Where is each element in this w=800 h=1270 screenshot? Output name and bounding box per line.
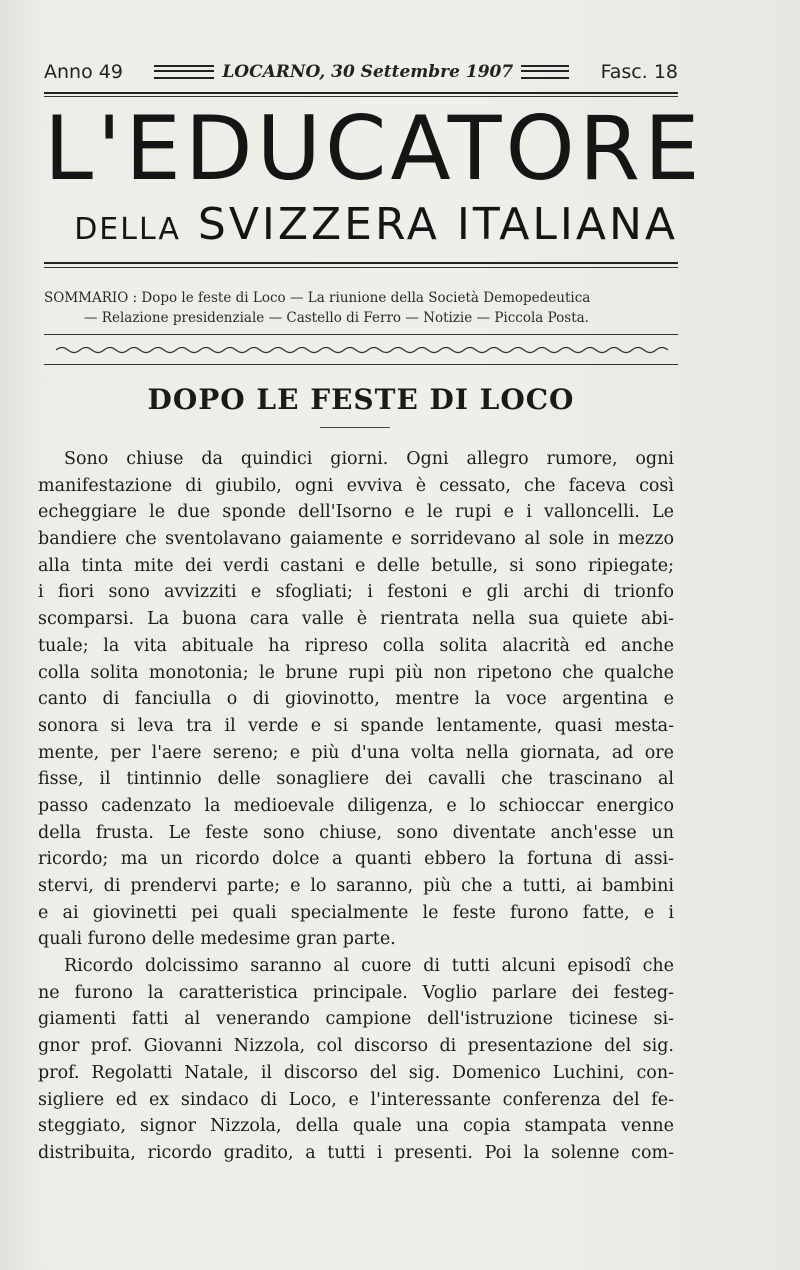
wavy-rule bbox=[44, 364, 678, 365]
article-line: giamenti fatti al venerando campione dell'istruzione ticinese si- bbox=[38, 1009, 674, 1030]
article-line: passo cadenzato la medioevale diligenza, e lo schioccar energico bbox=[38, 795, 674, 816]
article-title-underline bbox=[320, 427, 390, 428]
header-rule bbox=[44, 92, 678, 94]
masthead-rule-thin bbox=[44, 267, 678, 268]
issue-number: Fasc. 18 bbox=[600, 61, 678, 83]
issue-year: Anno 49 bbox=[44, 61, 123, 83]
article-line: steggiato, signor Nizzola, della quale una copia stampata venne bbox=[38, 1116, 674, 1137]
masthead-rule bbox=[44, 262, 678, 264]
article-line: prof. Regolatti Natale, il discorso del sig. Domenico Luchini, con- bbox=[38, 1062, 674, 1083]
article-line: alla tinta mite dei verdi castani e delle betulle, si sono ripiegate; bbox=[38, 555, 674, 576]
article-line: stervi, di prendervi parte; e lo saranno, più che a tutti, ai bambini bbox=[38, 876, 674, 896]
article-line: e ai giovinetti pei quali specialmente le feste furono fatte, e i bbox=[38, 902, 674, 923]
article-line: mente, per l'aere sereno; e più d'una volta nella giornata, ad ore bbox=[38, 742, 674, 763]
article-line: i fiori sono avvizziti e sfogliati; i festoni e gli archi di trionfo bbox=[38, 582, 674, 603]
article-line: della frusta. Le feste sono chiuse, sono diventate anch'esse un bbox=[38, 822, 674, 843]
article-line: sonora si leva tra il verde e si spande lentamente, quasi mesta- bbox=[38, 715, 674, 736]
article-line: quali furono delle medesime gran parte. bbox=[38, 929, 396, 950]
article-line: sigliere ed ex sindaco di Loco, e l'interessante conferenza del fe- bbox=[38, 1089, 674, 1110]
article-line: Sono chiuse da quindici giorni. Ogni allegro rumore, ogni bbox=[64, 449, 674, 469]
summary bbox=[44, 288, 678, 328]
article-line: ne furono la caratteristica principale. Voglio parlare dei festeg- bbox=[38, 982, 674, 1003]
header-ornament-right bbox=[521, 65, 569, 79]
article-line: Ricordo dolcissimo saranno al cuore di tutti alcuni episodî che bbox=[64, 956, 674, 977]
article-line: colla solita monotonia; le brune rupi più non ripetono che qualche bbox=[38, 662, 674, 683]
article-line: ricordo; ma un ricordo dolce a quanti ebbero la fortuna di assi- bbox=[38, 849, 674, 870]
article-line: fisse, il tintinnio delle sonagliere dei cavalli che trascinano al bbox=[38, 769, 674, 790]
article-line: canto di fanciulla o di giovinotto, mentre la voce argentina e bbox=[38, 689, 674, 710]
article-line: manifestazione di giubilo, ogni evviva è cessato, che faceva così bbox=[38, 475, 674, 496]
article-line: bandiere che sventolavano gaiamente e sorridevano al sole in mezzo bbox=[38, 529, 674, 550]
issue-date: LOCARNO, 30 Settembre 1907 bbox=[222, 62, 514, 82]
issue-header bbox=[44, 60, 678, 84]
article-line: tuale; la vita abituale ha ripreso colla solita alacrità ed anche bbox=[38, 635, 674, 656]
issue-date-group bbox=[154, 62, 569, 82]
article-line: distribuita, ricordo gradito, a tutti i presenti. Poi la solenne com- bbox=[38, 1142, 674, 1163]
masthead-subtitle-della: DELLA bbox=[74, 212, 181, 247]
masthead-subtitle-main: SVIZZERA ITALIANA bbox=[197, 199, 678, 250]
wavy-divider bbox=[44, 340, 678, 360]
header-ornament-left bbox=[154, 65, 214, 79]
summary-line-1: SOMMARIO : Dopo le feste di Loco — La riunione della Società Demopedeutica bbox=[44, 290, 591, 306]
article-line: gnor prof. Giovanni Nizzola, col discorso di presentazione del sig. bbox=[38, 1036, 674, 1057]
article-line: echeggiare le due sponde dell'Isorno e le rupi e i valloncelli. Le bbox=[38, 502, 674, 523]
masthead-title: L'EDUCATORE bbox=[44, 97, 704, 200]
summary-line-2: — Relazione presidenziale — Castello di Ferro — Notizie — Piccola Posta. bbox=[84, 310, 589, 326]
article-title: DOPO LE FESTE DI LOCO bbox=[147, 383, 575, 416]
masthead-subtitle bbox=[44, 198, 678, 252]
article-body bbox=[38, 446, 674, 1167]
summary-rule bbox=[44, 334, 678, 335]
article-line: scomparsi. La buona cara valle è rientrata nella sua quiete abi- bbox=[38, 609, 674, 630]
